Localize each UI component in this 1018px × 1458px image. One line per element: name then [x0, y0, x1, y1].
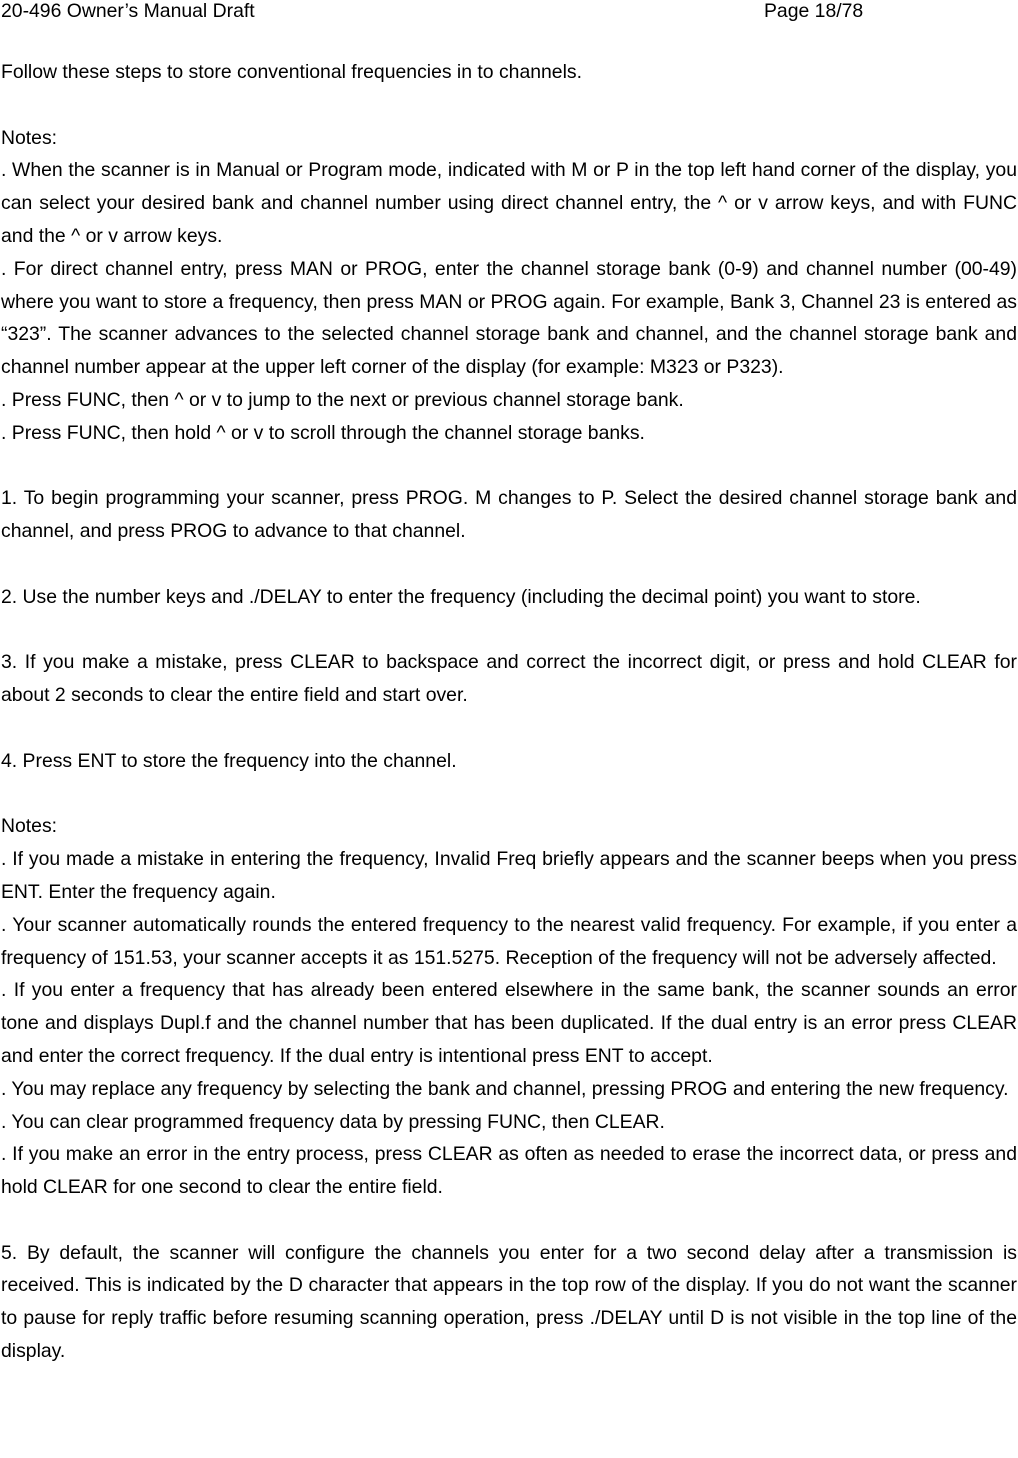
note-item: . Press FUNC, then hold ^ or v to scroll through the channel storage banks. [1, 421, 645, 444]
spacer [1, 450, 1017, 483]
step-2: 2. Use the number keys and ./DELAY to enter the frequency (including the decimal point) you want to store. [1, 585, 921, 608]
note-item: . You can clear programmed frequency data by pressing FUNC, then CLEAR. [1, 1110, 665, 1133]
spacer [1, 712, 1017, 745]
page-header [1, 0, 1017, 28]
notes-heading: Notes: [1, 815, 58, 838]
document-body [1, 56, 1017, 1368]
spacer [1, 548, 1017, 581]
step-1: 1. To begin programming your scanner, press PROG. M changes to P. Select the desired channel storage bank and channel, and press PROG to advance to that channel. [1, 487, 1017, 543]
note-item: . If you made a mistake in entering the frequency, Invalid Freq briefly appears and the scanner beeps when you press ENT. Enter the frequency again. [1, 848, 1017, 903]
note-item: . If you make an error in the entry process, press CLEAR as often as needed to erase the incorrect data, or press and hold CLEAR for one second to clear the entire field. [1, 1143, 1017, 1199]
notes-heading: Notes: [1, 126, 58, 149]
step-5: 5. By default, the scanner will configure the channels you enter for a two second delay after a transmission is received. This is indicated by the D character that appears in the top row of the display. If you do not want the scanner to pause for reply traffic before resuming scanning operation, press ./DELAY until D is not visible in the top line of the display. [1, 1241, 1017, 1363]
step-4: 4. Press ENT to store the frequency into the channel. [1, 749, 457, 772]
spacer [1, 1204, 1017, 1237]
note-item: . For direct channel entry, press MAN or PROG, enter the channel storage bank (0-9) and channel number (00-49) where you want to store a frequency, then press MAN or PROG again. For example, Bank 3, Channel 23 is entered as “323”. The scanner advances to the selected channel storage bank and channel, and the channel storage bank and channel number appear at the upper left corner of the display (for example: M323 or P323). [1, 257, 1017, 379]
spacer [1, 778, 1017, 811]
note-item: . Your scanner automatically rounds the entered frequency to the nearest valid frequency. For example, if you enter a frequency of 151.53, your scanner accepts it as 151.5275. Reception of the frequency will not be adversely affected. [1, 913, 1017, 969]
page-number: Page 18/78 [764, 0, 864, 22]
note-item: . You may replace any frequency by selecting the bank and channel, pressing PROG and entering the new frequency. [1, 1077, 1009, 1100]
spacer [1, 89, 1017, 122]
spacer [1, 614, 1017, 647]
note-item: . Press FUNC, then ^ or v to jump to the next or previous channel storage bank. [1, 388, 684, 411]
note-item: . If you enter a frequency that has already been entered elsewhere in the same bank, the scanner sounds an error tone and displays Dupl.f and the channel number that has been duplicated. If the dual entry is an error press CLEAR and enter the correct frequency. If the dual entry is intentional press ENT to accept. [1, 979, 1017, 1067]
step-3: 3. If you make a mistake, press CLEAR to backspace and correct the incorrect digit, or press and hold CLEAR for about 2 seconds to clear the entire field and start over. [1, 651, 1017, 707]
intro-paragraph: Follow these steps to store conventional frequencies in to channels. [1, 61, 582, 83]
note-item: . When the scanner is in Manual or Program mode, indicated with M or P in the top left hand corner of the display, you can select your desired bank and channel number using direct channel entry, the ^ or v arrow keys, and with FUNC and the ^ or v arrow keys. [1, 159, 1017, 247]
document-title: 20-496 Owner’s Manual Draft [1, 0, 255, 22]
